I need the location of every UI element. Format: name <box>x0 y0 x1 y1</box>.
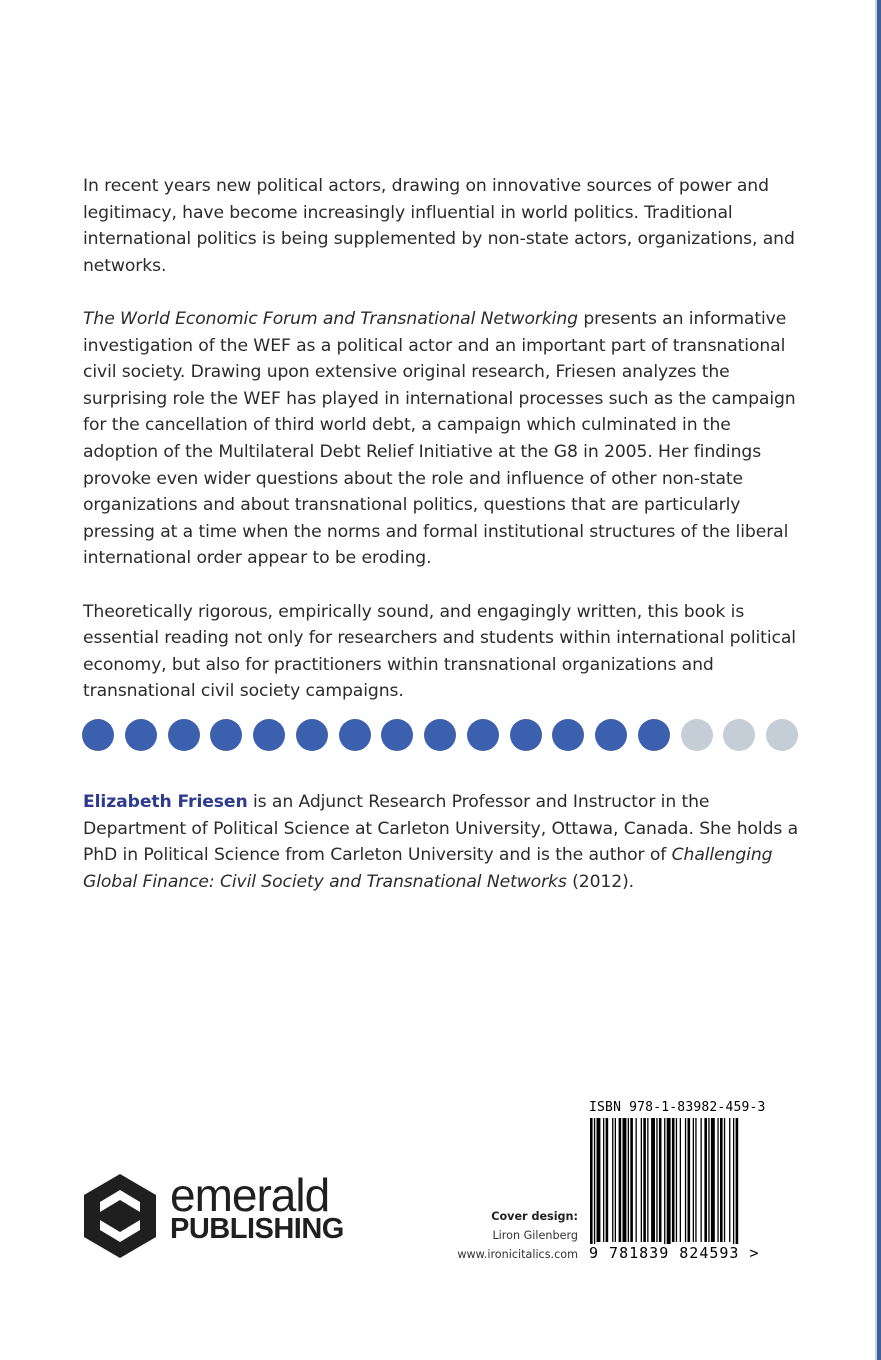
publisher-logo <box>82 1169 352 1262</box>
barcode-bar <box>647 1118 648 1242</box>
dot-filled <box>168 719 200 751</box>
cover-credits <box>418 1207 578 1264</box>
barcode-bar <box>667 1118 671 1244</box>
dot-filled <box>210 719 242 751</box>
author-bio <box>83 789 799 895</box>
dot-filled <box>253 719 285 751</box>
barcode-bar <box>659 1118 662 1242</box>
dot-empty <box>766 719 798 751</box>
cover-spine-edge <box>877 0 881 1360</box>
barcode-bar <box>672 1118 675 1242</box>
barcode-bar <box>680 1118 681 1242</box>
dot-empty <box>723 719 755 751</box>
barcode-bar <box>628 1118 629 1242</box>
author-bio-year: (2012). <box>566 871 635 892</box>
dot-filled <box>82 719 114 751</box>
barcode-bar <box>619 1118 622 1242</box>
barcode-bar <box>603 1118 604 1242</box>
barcode-bars <box>589 1118 789 1244</box>
barcode-bar <box>590 1118 593 1244</box>
dot-filled <box>510 719 542 751</box>
blurb-paragraph-2 <box>83 306 799 572</box>
blurb-paragraph-1: In recent years new political actors, drawing on innovative sources of power and legitimacy, have become increasingly influential in world politics. Traditional international politics is being supplemented by non-state actors, organizations, and networks. <box>83 176 795 276</box>
barcode-bar <box>688 1118 691 1242</box>
barcode-bar <box>724 1118 725 1242</box>
barcode-bar <box>594 1118 595 1244</box>
isbn-number: ISBN 978-1-83982-459-3 <box>589 1100 766 1115</box>
cover-design-label: Cover design: <box>491 1210 578 1223</box>
barcode-bar <box>708 1118 709 1242</box>
barcode-bar <box>701 1118 702 1242</box>
emerald-logo-icon <box>82 1172 158 1260</box>
barcode-bar <box>664 1118 665 1244</box>
publisher-name-sub: PUBLISHING <box>170 1213 344 1245</box>
blurb-paragraph-2-text: presents an informative investigation of the WEF as a political actor and an important part of transnational civil society. Drawing upon extensive original research, Friesen analyzes the surprising role the WEF has played in international processes such as the campaign for the cancellation of third world debt, a campaign which culminated in the adoption of the Multilateral Debt Relief Initiative at the G8 in 2005. Her findings provoke even wider questions about the role and influence of other non-state organizations and about transnational politics, questions that are particularly pressing at a time when the norms and formal institutional structures of the liberal international order appear to be eroding. <box>83 308 796 569</box>
dot-filled <box>339 719 371 751</box>
barcode-bar <box>641 1118 642 1242</box>
barcode-bar <box>656 1118 657 1242</box>
barcode-bar <box>720 1118 723 1242</box>
barcode-bar <box>676 1118 677 1242</box>
dot-empty <box>681 719 713 751</box>
dot-filled <box>296 719 328 751</box>
barcode-bar <box>597 1118 601 1242</box>
barcode-bar <box>606 1118 609 1242</box>
isbn-barcode <box>589 1101 789 1269</box>
barcode-bar <box>612 1118 613 1242</box>
blurb <box>83 173 799 731</box>
barcode-bar <box>615 1118 616 1242</box>
previous-book-title: Challenging Global Finance: Civil Society and Transnational Networks <box>83 845 773 892</box>
barcode-bar <box>651 1118 655 1242</box>
designer-website: www.ironicitalics.com <box>457 1248 578 1261</box>
barcode-digits: 9 781839 824593 > <box>589 1244 760 1262</box>
dot-filled <box>552 719 584 751</box>
dot-divider <box>82 719 798 753</box>
barcode-bar <box>711 1118 715 1242</box>
barcode-bar <box>733 1118 734 1244</box>
barcode-bar <box>643 1118 646 1242</box>
barcode-bar <box>636 1118 637 1242</box>
dot-filled <box>424 719 456 751</box>
barcode-bar <box>623 1118 627 1242</box>
publisher-name: emerald <box>170 1169 330 1221</box>
dot-filled <box>381 719 413 751</box>
cover-designer: Liron Gilenberg <box>492 1229 578 1242</box>
book-title: The World Economic Forum and Transnational Networking <box>83 308 578 329</box>
barcode-bar <box>693 1118 694 1242</box>
author-name: Elizabeth Friesen <box>83 792 248 812</box>
blurb-paragraph-3: Theoretically rigorous, empirically sound, and engagingly written, this book is essential reading not only for researchers and students within international political economy, but also for practitioners within transnational organizations and transnational civil society campaigns. <box>83 601 796 702</box>
barcode-bar <box>695 1118 696 1242</box>
author-bio-text: is an Adjunct Research Professor and Instructor in the Department of Political Science at Carleton University, Ottawa, Canada. She holds a PhD in Political Science from Carleton University and is the author of <box>83 792 799 866</box>
barcode-bar <box>717 1118 718 1242</box>
barcode-bar <box>704 1118 707 1242</box>
dot-filled <box>125 719 157 751</box>
barcode-bar <box>685 1118 686 1242</box>
barcode-bar <box>736 1118 739 1244</box>
dot-filled <box>467 719 499 751</box>
barcode-bar <box>630 1118 633 1242</box>
dot-filled <box>638 719 670 751</box>
barcode-bar <box>729 1118 730 1242</box>
dot-filled <box>595 719 627 751</box>
